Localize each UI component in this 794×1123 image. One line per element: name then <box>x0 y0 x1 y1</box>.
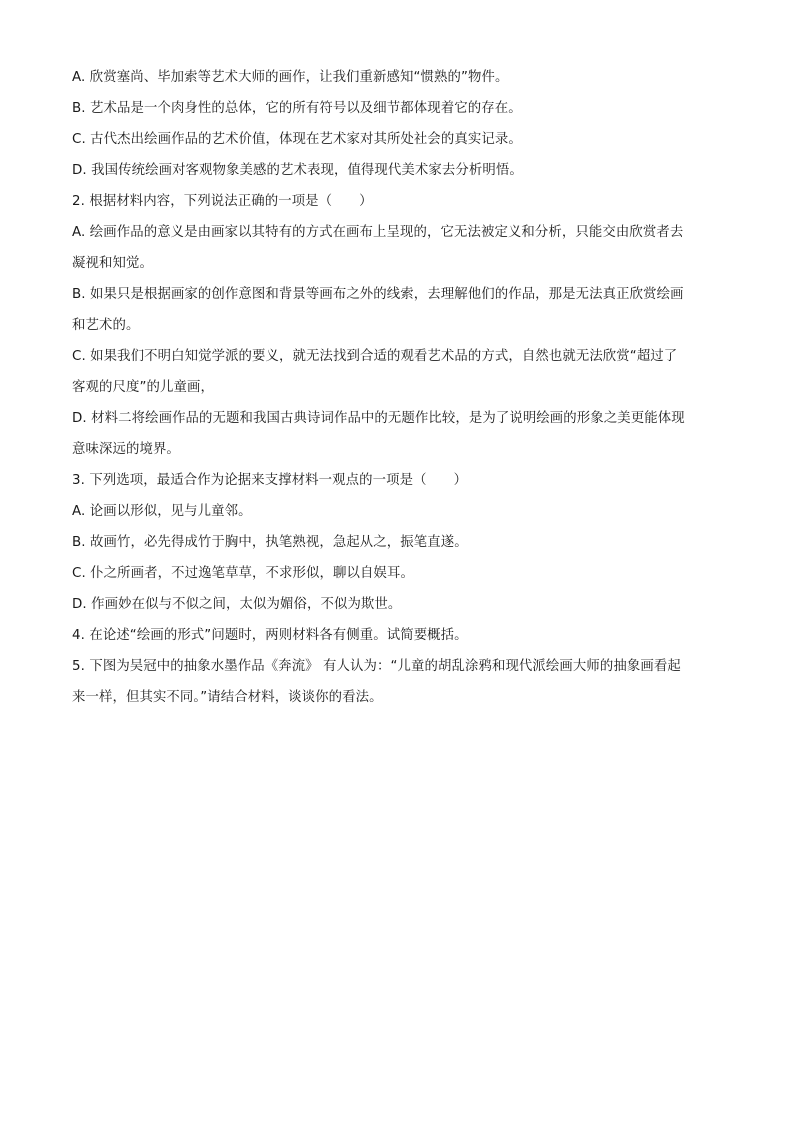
question-4: 4. 在论述“绘画的形式”问题时，两则材料各有侧重。试简要概括。 <box>72 628 468 643</box>
document-body <box>72 62 722 713</box>
option-b-q2-line1: B. 如果只是根据画家的创作意图和背景等画布之外的线索，去理解他们的作品，那是无法真正欣赏绘画 <box>72 287 684 302</box>
option-a-q2-line2: 凝视和知觉。 <box>72 256 153 271</box>
option-a-q3: A. 论画以形似，见与儿童邻。 <box>72 504 252 519</box>
option-a-q1: A. 欣赏塞尚、毕加索等艺术大师的画作，让我们重新感知“惯熟的”物件。 <box>72 70 509 85</box>
question-5-line2: 来一样，但其实不同。”请结合材料，谈谈你的看法。 <box>72 690 383 705</box>
option-c-q1: C. 古代杰出绘画作品的艺术价值，体现在艺术家对其所处社会的真实记录。 <box>72 132 522 147</box>
option-d-q3: D. 作画妙在似与不似之间，太似为媚俗，不似为欺世。 <box>72 597 402 612</box>
option-d-q2-line1: D. 材料二将绘画作品的无题和我国古典诗词作品中的无题作比较，是为了说明绘画的形象之美更能体现 <box>72 411 685 426</box>
option-b-q3: B. 故画竹，必先得成竹于胸中，执笔熟视，急起从之，振笔直遂。 <box>72 535 468 550</box>
option-d-q2-line2: 意味深远的境界。 <box>72 442 180 457</box>
question-3: 3. 下列选项，最适合作为论据来支撑材料一观点的一项是（ ） <box>72 473 468 488</box>
option-c-q2-line2: 客观的尺度”的儿童画， <box>72 380 214 395</box>
option-c-q3: C. 仆之所画者，不过逸笔草草，不求形似，聊以自娱耳。 <box>72 566 414 581</box>
option-a-q2-line1: A. 绘画作品的意义是由画家以其特有的方式在画布上呈现的，它无法被定义和分析，只能交由欣赏者去 <box>72 225 684 240</box>
question-5-line1: 5. 下图为吴冠中的抽象水墨作品《奔流》 有人认为：“儿童的胡乱涂鸦和现代派绘画大师的抽象画看起 <box>72 659 681 674</box>
option-c-q2-line1: C. 如果我们不明白知觉学派的要义，就无法找到合适的观看艺术品的方式，自然也就无法欣赏“超过了 <box>72 349 678 364</box>
question-2: 2. 根据材料内容，下列说法正确的一项是（ ） <box>72 194 373 209</box>
option-d-q1: D. 我国传统绘画对客观物象美感的艺术表现，值得现代美术家去分析明悟。 <box>72 163 523 178</box>
option-b-q2-line2: 和艺术的。 <box>72 318 140 333</box>
option-b-q1: B. 艺术品是一个肉身性的总体，它的所有符号以及细节都体现着它的存在。 <box>72 101 522 116</box>
